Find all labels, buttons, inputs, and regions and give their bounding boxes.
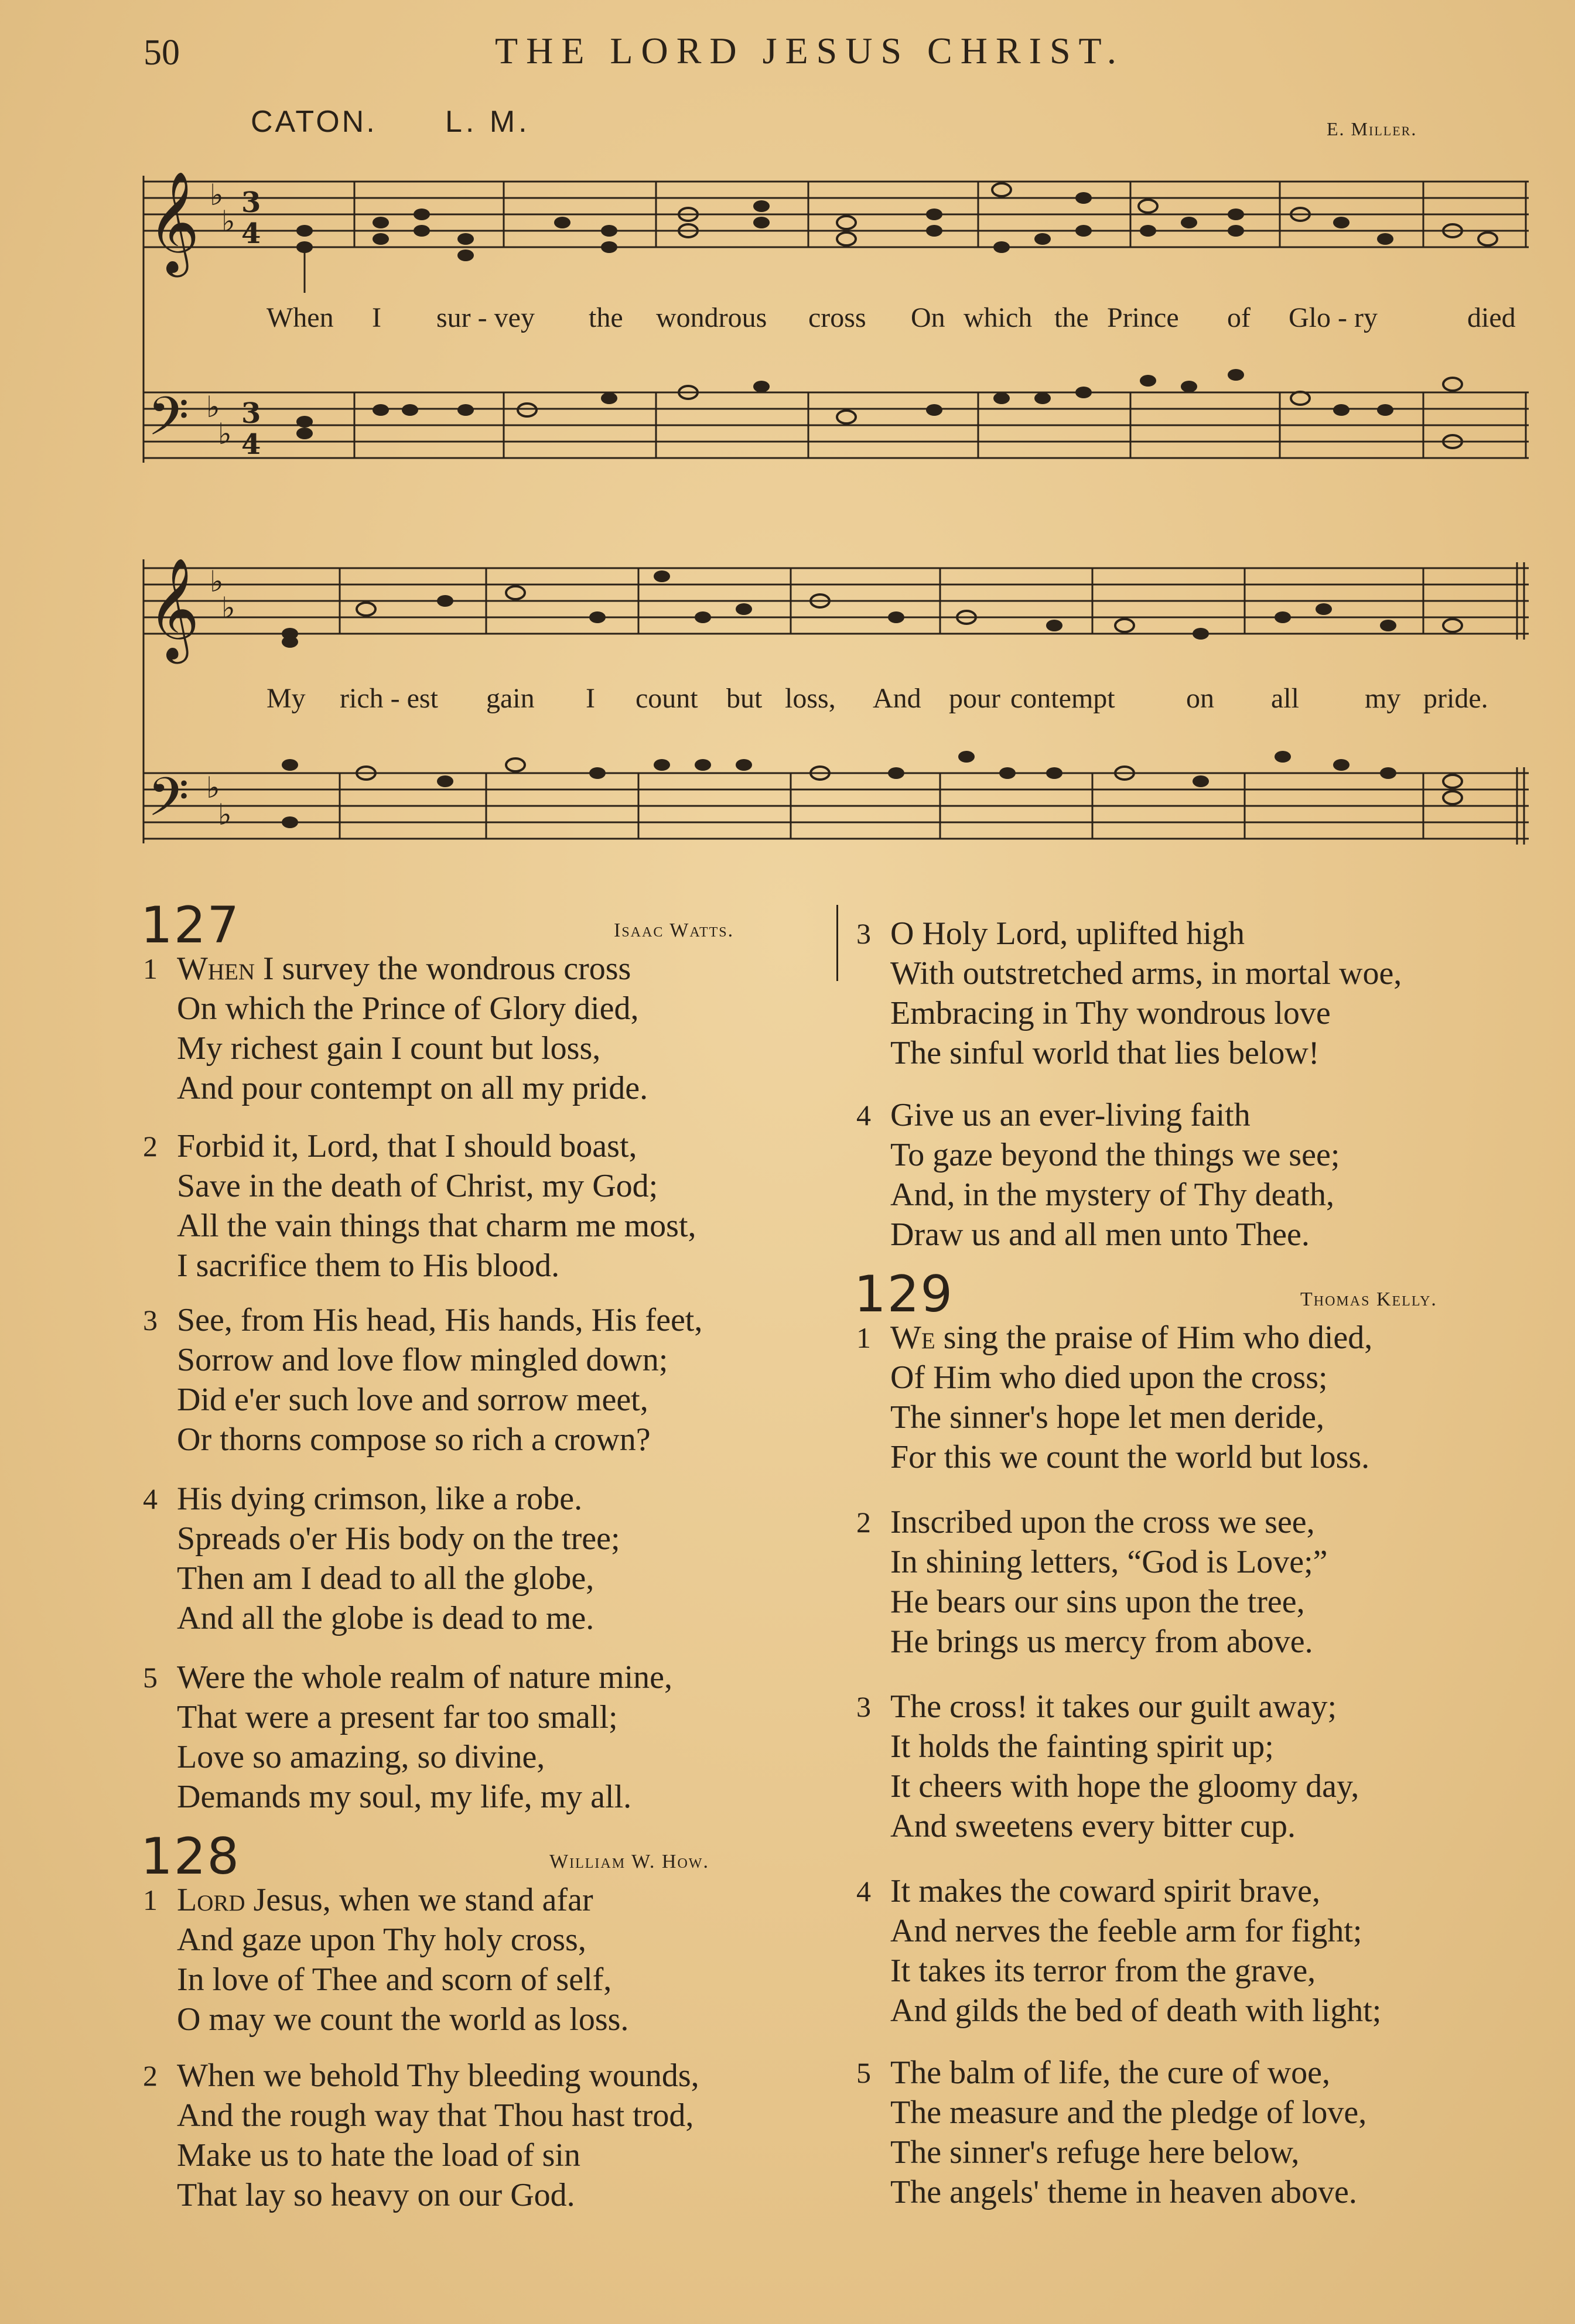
svg-text:died: died <box>1467 302 1516 333</box>
system1-bass-staff <box>144 385 1529 461</box>
svg-text:𝄞: 𝄞 <box>148 558 200 659</box>
hymn-129-author: Thomas Kelly. <box>1300 1289 1437 1310</box>
hymn-128-stanza-1: 1 Lord Jesus, when we stand afar And gaze upon Thy holy cross, In love of Thee and scorn of self, O may we count the world as loss. <box>143 1882 629 2038</box>
svg-text:4: 4 <box>241 217 261 250</box>
hymn-128-stanza-3: 3 O Holy Lord, uplifted high With outstretched arms, in mortal woe, Embracing in Thy wondrous love The sinful world that lies below! <box>856 915 1402 1071</box>
hymn-129-stanza-3: 3 The cross! it takes our guilt away; It holds the fainting spirit up; It cheers with hope the gloomy day, And sweetens every bitter cup. <box>856 1689 1359 1844</box>
svg-text:sur - vey: sur - vey <box>436 302 535 333</box>
svg-text:count: count <box>636 683 698 714</box>
svg-text:I: I <box>372 302 381 333</box>
svg-text:pride.: pride. <box>1423 683 1488 714</box>
hymn-129-stanza-1: 1 We sing the praise of Him who died, Of Him who died upon the cross; The sinner's hope let men deride, For this we count the world but loss. <box>856 1320 1373 1475</box>
composer: E. Miller. <box>1327 118 1417 139</box>
svg-text:♭: ♭ <box>210 178 224 212</box>
svg-text:♭: ♭ <box>221 591 235 625</box>
svg-text:cross: cross <box>808 302 866 333</box>
svg-text:♭: ♭ <box>221 204 235 238</box>
svg-text:♭: ♭ <box>210 565 224 599</box>
page-number: 50 <box>144 33 180 73</box>
svg-text:contempt: contempt <box>1010 683 1115 714</box>
svg-text:On: On <box>911 302 945 333</box>
svg-text:wondrous: wondrous <box>656 302 767 333</box>
system1-lyrics <box>267 302 1516 333</box>
treble-clef-icon: 𝄞 <box>148 171 200 273</box>
system2-bass-staff <box>144 766 1529 841</box>
svg-text:♭: ♭ <box>206 390 220 424</box>
svg-text:all: all <box>1271 683 1299 714</box>
hymn-128-stanza-4: 4 Give us an ever-living faith To gaze beyond the things we see; And, in the mystery of Thy death, Draw us and all men unto Thee. <box>856 1097 1340 1253</box>
hymn-129-stanza-5: 5 The balm of life, the cure of woe, The measure and the pledge of love, The sinner's refuge here below, The angels' theme in heaven above. <box>856 2055 1367 2210</box>
tune-name: CATON. <box>251 105 377 139</box>
hymn-127-stanza-3: 3 See, from His head, His hands, His feet, Sorrow and love flow mingled down; Did e'er such love and sorrow meet, Or thorns compose so rich a crown? <box>143 1302 703 1458</box>
hymn-129-stanza-2: 2 Inscribed upon the cross we see, In shining letters, “God is Love;” He bears our sins upon the tree, He brings us mercy from above. <box>856 1504 1328 1660</box>
svg-text:the: the <box>589 302 623 333</box>
svg-text:of: of <box>1227 302 1251 333</box>
svg-text:3: 3 <box>241 397 261 430</box>
svg-text:my: my <box>1365 683 1401 714</box>
svg-text:on: on <box>1186 683 1214 714</box>
running-head: THE LORD JESUS CHRIST. <box>495 30 1125 71</box>
svg-text:loss,: loss, <box>785 683 836 714</box>
hymn-number-129: 129 <box>854 1265 954 1324</box>
svg-text:My: My <box>267 683 306 714</box>
svg-text:pour: pour <box>949 683 1000 714</box>
svg-text:♭: ♭ <box>218 417 232 451</box>
hymn-129-stanza-4: 4 It makes the coward spirit brave, And nerves the feeble arm for fight; It takes its terror from the grave, And gilds the bed of death with light; <box>856 1873 1382 2029</box>
svg-text:♭: ♭ <box>206 771 220 805</box>
svg-text:And: And <box>873 683 921 714</box>
hymn-128-author: William W. How. <box>549 1851 709 1872</box>
hymn-number-128: 128 <box>141 1827 241 1886</box>
svg-text:which: which <box>964 302 1033 333</box>
hymn-127-stanza-5: 5 Were the whole realm of nature mine, That were a present far too small; Love so amazing, so divine, Demands my soul, my life, my all. <box>143 1659 673 1815</box>
tune-meter: L. M. <box>445 105 531 139</box>
hymn-127-stanza-1: 1 When I survey the wondrous cross On which the Prince of Glory died, My richest gain I count but loss, And pour contempt on all my pride. <box>143 951 648 1106</box>
svg-text:the: the <box>1054 302 1089 333</box>
svg-text:♭: ♭ <box>218 798 232 832</box>
hymn-127-author: Isaac Watts. <box>614 920 734 941</box>
hymn-127-stanza-4: 4 His dying crimson, like a robe. Spreads o'er His body on the tree; Then am I dead to all the globe, And all the globe is dead to me. <box>143 1481 620 1636</box>
column-divider <box>836 905 838 981</box>
svg-text:rich - est: rich - est <box>340 683 438 714</box>
hymn-127-stanza-2: 2 Forbid it, Lord, that I should boast, Save in the death of Christ, my God; All the vain things that charm me most, I sacrifice them to His blood. <box>143 1128 696 1284</box>
svg-text:When: When <box>267 302 334 333</box>
hymn-128-stanza-2: 2 When we behold Thy bleeding wounds, And the rough way that Thou hast trod, Make us to hate the load of sin That lay so heavy on our God. <box>143 2058 699 2213</box>
svg-text:3: 3 <box>241 186 261 219</box>
bass-clef-icon: 𝄢 <box>148 385 189 460</box>
svg-text:𝄢: 𝄢 <box>148 766 189 841</box>
svg-text:gain: gain <box>486 683 535 714</box>
svg-text:Prince: Prince <box>1107 302 1179 333</box>
svg-text:but: but <box>726 683 763 714</box>
music-score <box>0 0 1575 879</box>
system2-lyrics <box>267 683 1488 714</box>
svg-text:I: I <box>586 683 595 714</box>
hymn-number-127: 127 <box>141 896 241 955</box>
svg-text:Glo - ry: Glo - ry <box>1289 302 1378 333</box>
svg-text:4: 4 <box>241 428 261 461</box>
